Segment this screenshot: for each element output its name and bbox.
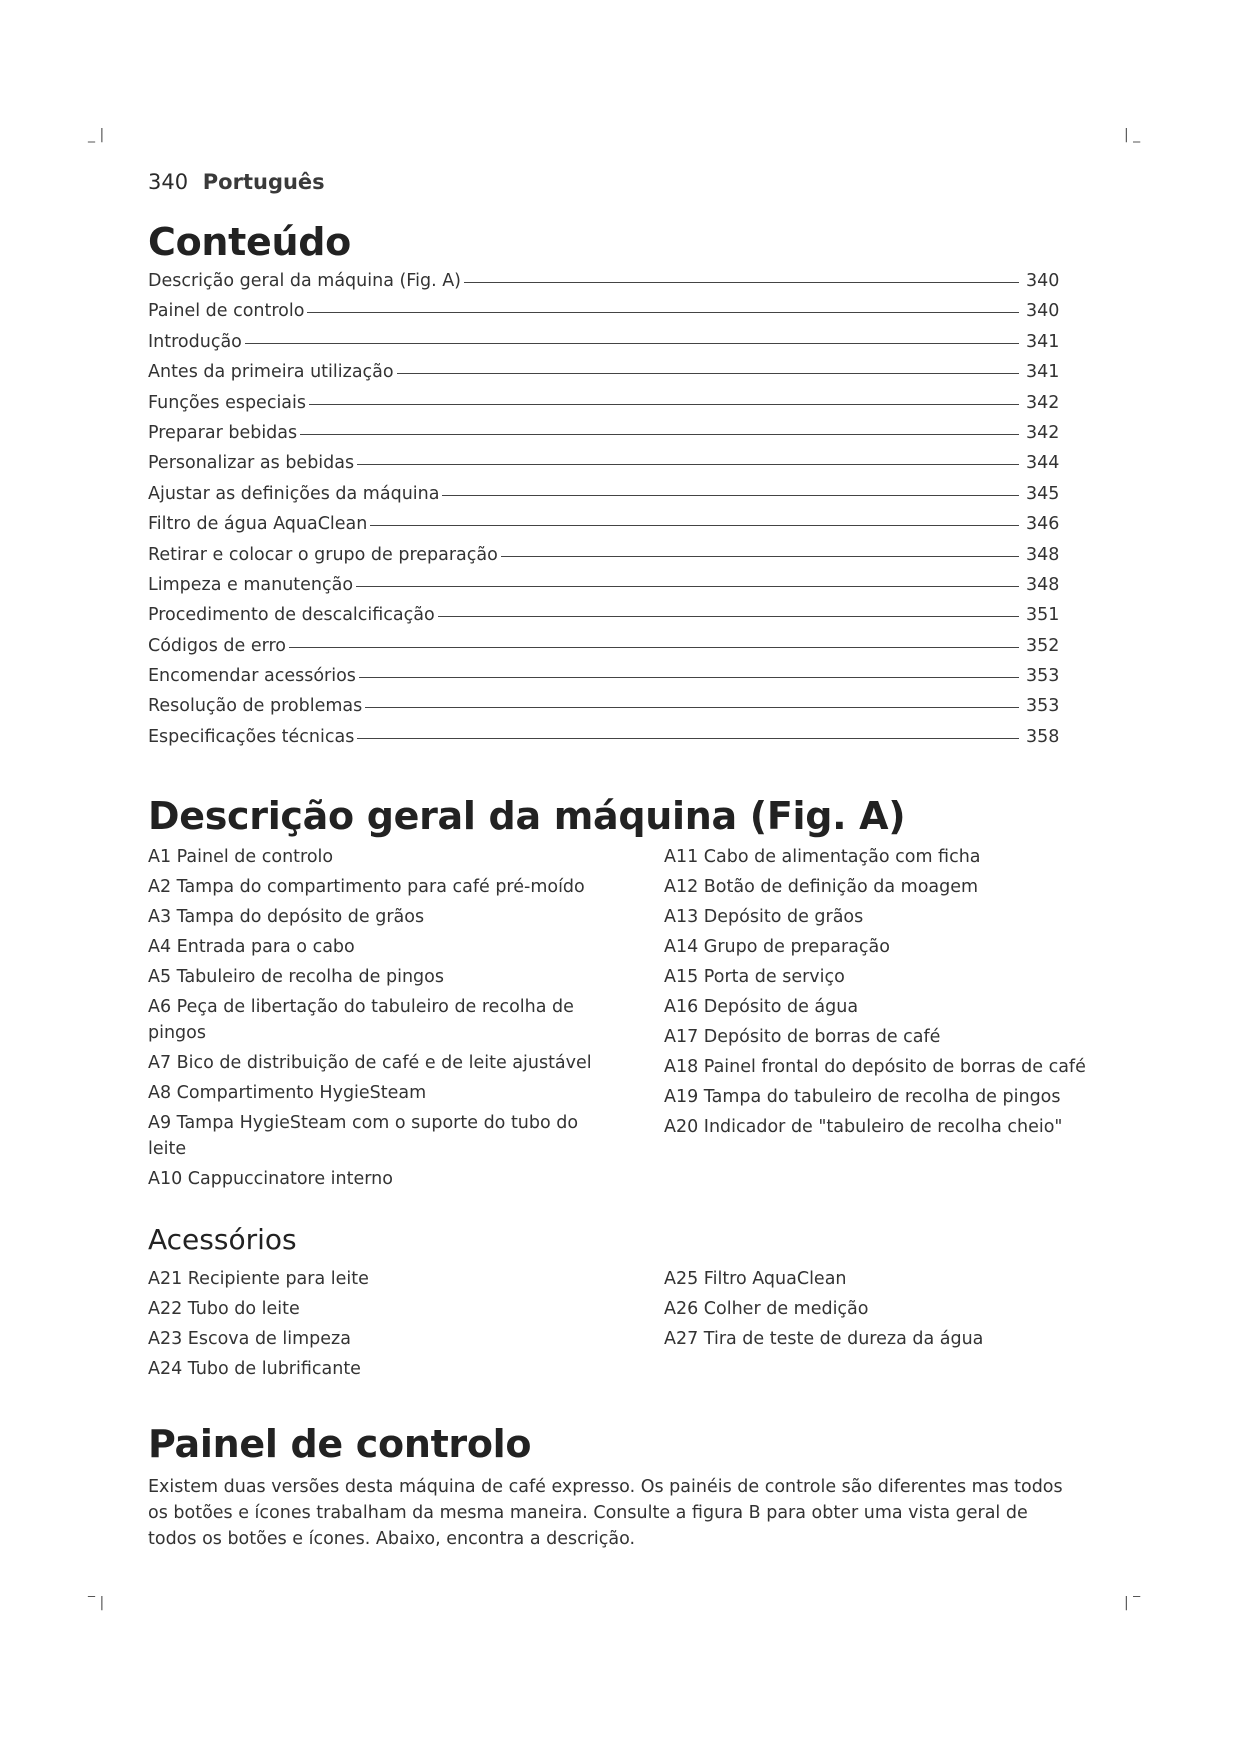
toc-entry-page: 345 [1026,483,1060,504]
toc-title: Conteúdo [148,220,351,264]
part-item: A13 Depósito de grãos [664,907,864,927]
toc-leader [365,707,1019,708]
control-panel-title: Painel de controlo [148,1422,532,1466]
toc-entry-page: 341 [1026,362,1060,383]
page-number: 340 [148,170,189,194]
toc-entry-page: 353 [1026,666,1060,687]
toc-leader [357,738,1019,739]
toc-entry-title: Retirar e colocar o grupo de preparação [148,544,498,565]
toc-entry-page: 342 [1026,422,1060,443]
language-label: Português [202,170,325,194]
toc-entry-title: Procedimento de descalcificação [148,605,435,626]
toc-entry-title: Painel de controlo [148,301,305,322]
accessories-list-right [664,1266,1104,1356]
toc-entry-page: 342 [1026,392,1060,413]
toc-entry-page: 351 [1026,605,1060,626]
toc-entry[interactable] [148,636,1062,666]
toc-leader [309,404,1019,405]
toc-entry[interactable] [148,514,1062,544]
toc-entry[interactable] [148,393,1062,423]
toc-leader [300,434,1019,435]
overview-list-right [664,844,1104,1144]
toc-leader [289,647,1019,648]
toc-leader [442,495,1019,496]
part-item: A16 Depósito de água [664,997,859,1017]
part-item: A4 Entrada para o cabo [148,937,355,957]
toc-leader [501,556,1019,557]
toc-entry-title: Especificações técnicas [148,726,355,747]
table-of-contents [148,271,1062,757]
toc-entry[interactable] [148,332,1062,362]
toc-leader [370,525,1019,526]
toc-entry[interactable] [148,484,1062,514]
accessory-item: A21 Recipiente para leite [148,1269,369,1289]
accessory-item: A22 Tubo do leite [148,1299,300,1319]
toc-entry-title: Introdução [148,331,242,352]
toc-entry[interactable] [148,666,1062,696]
toc-entry[interactable] [148,301,1062,331]
toc-entry[interactable] [148,727,1062,757]
toc-leader [307,312,1019,313]
control-panel-paragraph: Existem duas versões desta máquina de café expresso. Os painéis de controle são diferentes mas todos os botões e ícones trabalham da mesma maneira. Consulte a figura B para obter uma vista geral de todos os botões e ícones. Abaixo, encontra a descrição. [148,1477,1063,1549]
toc-entry-page: 348 [1026,544,1060,565]
crop-mark-bottom-left: ‾ | [88,1595,105,1611]
accessories-list-left [148,1266,608,1386]
toc-leader [438,616,1019,617]
toc-entry-page: 346 [1026,514,1060,535]
toc-leader [359,677,1019,678]
part-item: A15 Porta de serviço [664,967,845,987]
toc-entry-title: Funções especiais [148,392,307,413]
toc-entry[interactable] [148,545,1062,575]
toc-entry-title: Códigos de erro [148,635,287,656]
accessory-item: A23 Escova de limpeza [148,1329,351,1349]
page-header [148,170,325,194]
part-item: A10 Cappuccinatore interno [148,1169,393,1189]
toc-entry-page: 340 [1026,301,1060,322]
part-item: A20 Indicador de "tabuleiro de recolha cheio" [664,1117,1063,1137]
part-item: A11 Cabo de alimentação com ficha [664,847,981,867]
part-item: A14 Grupo de preparação [664,937,890,957]
part-item: A3 Tampa do depósito de grãos [148,907,425,927]
toc-entry[interactable] [148,453,1062,483]
part-item: A6 Peça de libertação do tabuleiro de recolha de pingos [148,997,574,1043]
crop-mark-top-left: _ | [88,127,105,143]
toc-leader [464,282,1019,283]
crop-mark-bottom-right: | ‾ [1124,1595,1141,1611]
toc-entry-page: 340 [1026,271,1060,291]
part-item: A17 Depósito de borras de café [664,1027,941,1047]
overview-list-left [148,844,608,1196]
accessory-item: A27 Tira de teste de dureza da água [664,1329,984,1349]
part-item: A12 Botão de definição da moagem [664,877,979,897]
toc-entry[interactable] [148,362,1062,392]
toc-entry-title: Filtro de água AquaClean [148,514,368,535]
toc-leader [397,373,1019,374]
part-item: A2 Tampa do compartimento para café pré-moído [148,877,585,897]
accessories-title: Acessórios [148,1223,297,1256]
toc-entry-page: 341 [1026,331,1060,352]
toc-entry-title: Antes da primeira utilização [148,362,394,383]
toc-leader [245,343,1019,344]
part-item: A18 Painel frontal do depósito de borras de café [664,1057,1086,1077]
toc-entry-title: Resolução de problemas [148,696,363,717]
crop-mark-top-right: | _ [1124,127,1141,143]
toc-entry-page: 348 [1026,574,1060,595]
part-item: A19 Tampa do tabuleiro de recolha de pingos [664,1087,1061,1107]
part-item: A8 Compartimento HygieSteam [148,1083,427,1103]
part-item: A7 Bico de distribuição de café e de leite ajustável [148,1053,592,1073]
toc-entry-page: 344 [1026,453,1060,474]
toc-entry-title: Preparar bebidas [148,422,298,443]
toc-entry-title: Encomendar acessórios [148,666,356,687]
accessory-item: A25 Filtro AquaClean [664,1269,847,1289]
toc-entry-title: Limpeza e manutenção [148,574,354,595]
toc-leader [357,464,1019,465]
part-item: A5 Tabuleiro de recolha de pingos [148,967,444,987]
toc-entry[interactable] [148,696,1062,726]
toc-entry[interactable] [148,271,1062,301]
part-item: A1 Painel de controlo [148,847,334,867]
toc-entry-page: 352 [1026,635,1060,656]
overview-title: Descrição geral da máquina (Fig. A) [148,794,906,838]
toc-leader [356,586,1019,587]
toc-entry[interactable] [148,423,1062,453]
toc-entry[interactable] [148,575,1062,605]
accessory-item: A26 Colher de medição [664,1299,869,1319]
toc-entry-title: Personalizar as bebidas [148,453,355,474]
accessory-item: A24 Tubo de lubrificante [148,1359,361,1379]
toc-entry[interactable] [148,605,1062,635]
part-item: A9 Tampa HygieSteam com o suporte do tubo do leite [148,1113,579,1159]
toc-entry-title: Descrição geral da máquina (Fig. A) [148,271,461,291]
toc-entry-page: 358 [1026,726,1060,747]
toc-entry-page: 353 [1026,696,1060,717]
toc-entry-title: Ajustar as definições da máquina [148,483,440,504]
